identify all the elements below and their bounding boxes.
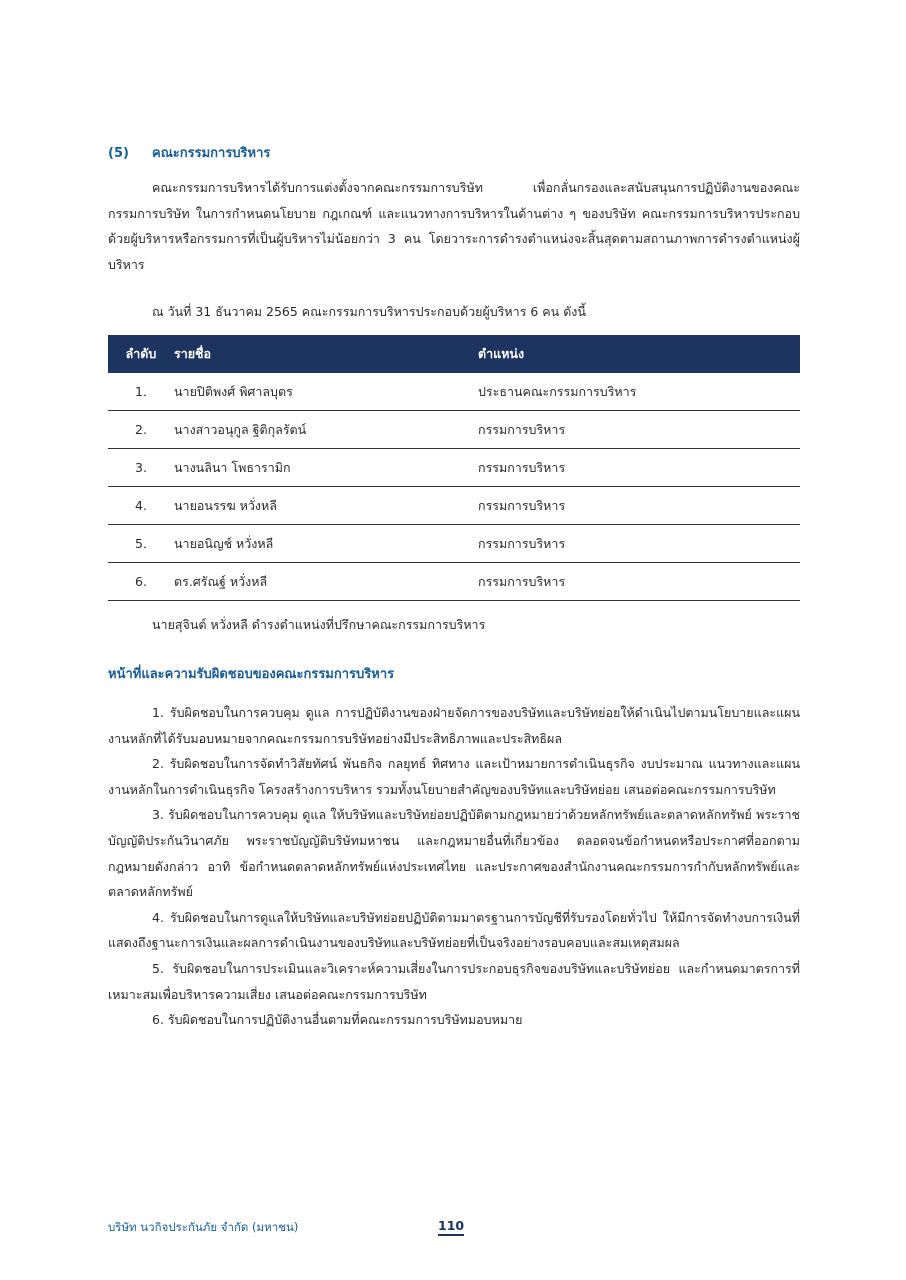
row-name: นางสาวอนุกูล ฐิติกุลรัตน์ (174, 411, 478, 449)
row-position: กรรมการบริหาร (478, 487, 800, 525)
row-position: กรรมการบริหาร (478, 411, 800, 449)
row-position: กรรมการบริหาร (478, 449, 800, 487)
row-position: กรรมการบริหาร (478, 563, 800, 601)
row-position: กรรมการบริหาร (478, 525, 800, 563)
row-no: 3. (108, 449, 174, 487)
section-number: (5) (108, 146, 129, 161)
duty-item: 5. รับผิดชอบในการประเมินและวิเคราะห์ความเสี่ยงในการประกอบธุรกิจของบริษัทและบริษัทย่อย และกำหนดมาตรการที่เหมาะสมเพื่อบริหารความเสี่ยง เสนอต่อคณะกรรมการบริษัท (108, 960, 800, 1002)
row-no: 2. (108, 411, 174, 449)
row-position: ประธานคณะกรรมการบริหาร (478, 373, 800, 411)
header-name: รายชื่อ (174, 335, 478, 373)
table-row (108, 449, 800, 487)
duty-item: 4. รับผิดชอบในการดูแลให้บริษัทและบริษัทย่อยปฏิบัติตามมาตรฐานการบัญชีที่รับรองโดยทั่วไป ให้มีการจัดทำงบการเงินที่แสดงถึงฐานะการเงินและผลการดำเนินงานของบริษัทและบริษัทย่อยที่เป็นจริงอย่างรอบคอบและสมเหตุสมผล (108, 909, 800, 951)
duty-item: 3. รับผิดชอบในการควบคุม ดูแล ให้บริษัทและบริษัทย่อยปฏิบัติตามกฎหมายว่าด้วยหลักทรัพย์และตลาดหลักทรัพย์ พระราชบัญญัติประกันวินาศภัย พระราชบัญญัติบริษัทมหาชน และกฎหมายอื่นที่เกี่ยวข้อง ตลอดจนข้อกำหนดหรือประกาศที่ออกตามกฎหมายดังกล่าว อาทิ ข้อกำหนดตลาดหลักทรัพย์แห่งประเทศไทย และประกาศของสำนักงานคณะกรรมการกำกับหลักทรัพย์และตลาดหลักทรัพย์ (108, 807, 800, 900)
duties-list (108, 700, 800, 1033)
duty-item: 2. รับผิดชอบในการจัดทำวิสัยทัศน์ พันธกิจ กลยุทธ์ ทิศทาง และเป้าหมายการดำเนินธุรกิจ งบประมาณ แนวทางและแผนงานหลักในการดำเนินธุรกิจ โครงสร้างการบริหาร รวมทั้งนโยบายสำคัญของบริษัทและบริษัทย่อย เสนอต่อคณะกรรมการบริษัท (108, 756, 800, 797)
row-name: นายอนรรฆ หวั่งหลี (174, 487, 478, 525)
duties-heading: หน้าที่และความรับผิดชอบของคณะกรรมการบริหาร (108, 667, 395, 682)
footer-company-name: บริษัท นวกิจประกันภัย จำกัด (มหาชน) (108, 1220, 299, 1234)
header-no: ลำดับ (108, 335, 174, 373)
duty-item: 1. รับผิดชอบในการควบคุม ดูแล การปฏิบัติงานของฝ่ายจัดการของบริษัทและบริษัทย่อยให้ดำเนินไปตามนโยบายและแผนงานหลักที่ได้รับมอบหมายจากคณะกรรมการบริษัทอย่างมีประสิทธิภาพและประสิทธิผล (108, 705, 800, 746)
duty-item: 6. รับผิดชอบในการปฏิบัติงานอื่นตามที่คณะกรรมการบริษัทมอบหมาย (152, 1012, 523, 1028)
page-number: 110 (438, 1218, 464, 1236)
row-no: 1. (108, 373, 174, 411)
advisor-note: นายสุจินต์ หวั่งหลี ดำรงตำแหน่งที่ปรึกษาคณะกรรมการบริหาร (152, 617, 486, 632)
row-no: 6. (108, 563, 174, 601)
row-no: 4. (108, 487, 174, 525)
section-title: คณะกรรมการบริหาร (152, 146, 271, 161)
row-name: นายปิติพงศ์ พิศาลบุตร (174, 373, 478, 411)
table-row (108, 525, 800, 563)
section-heading (108, 142, 270, 163)
header-position: ตำแหน่ง (478, 335, 800, 373)
as-of-statement: ณ วันที่ 31 ธันวาคม 2565 คณะกรรมการบริหารประกอบด้วยผู้บริหาร 6 คน ดังนี้ (152, 304, 586, 319)
table-header-row (108, 335, 800, 373)
intro-paragraph: คณะกรรมการบริหารได้รับการแต่งตั้งจากคณะกรรมการบริษัท เพื่อกลั่นกรองและสนับสนุนการปฏิบัติงานของคณะกรรมการบริษัท ในการกำหนดนโยบาย กฎเกณฑ์ และแนวทางการบริหารในด้านต่าง ๆ ของบริษัท คณะกรรมการบริหารประกอบด้วยผู้บริหารหรือกรรมการที่เป็นผู้บริหารไม่น้อยกว่า 3 คน โดยวาระการดำรงตำแหน่งจะสิ้นสุดตามสถานภาพการดำรงตำแหน่งผู้บริหาร (108, 180, 800, 272)
row-name: ดร.ศรัณฐ์ หวั่งหลี (174, 563, 478, 601)
table-row (108, 373, 800, 411)
row-name: นายอนิญช์ หวั่งหลี (174, 525, 478, 563)
executive-committee-table (108, 335, 800, 601)
row-no: 5. (108, 525, 174, 563)
table-row (108, 411, 800, 449)
table-row (108, 487, 800, 525)
table-row (108, 563, 800, 601)
row-name: นางนลินา โพธารามิก (174, 449, 478, 487)
